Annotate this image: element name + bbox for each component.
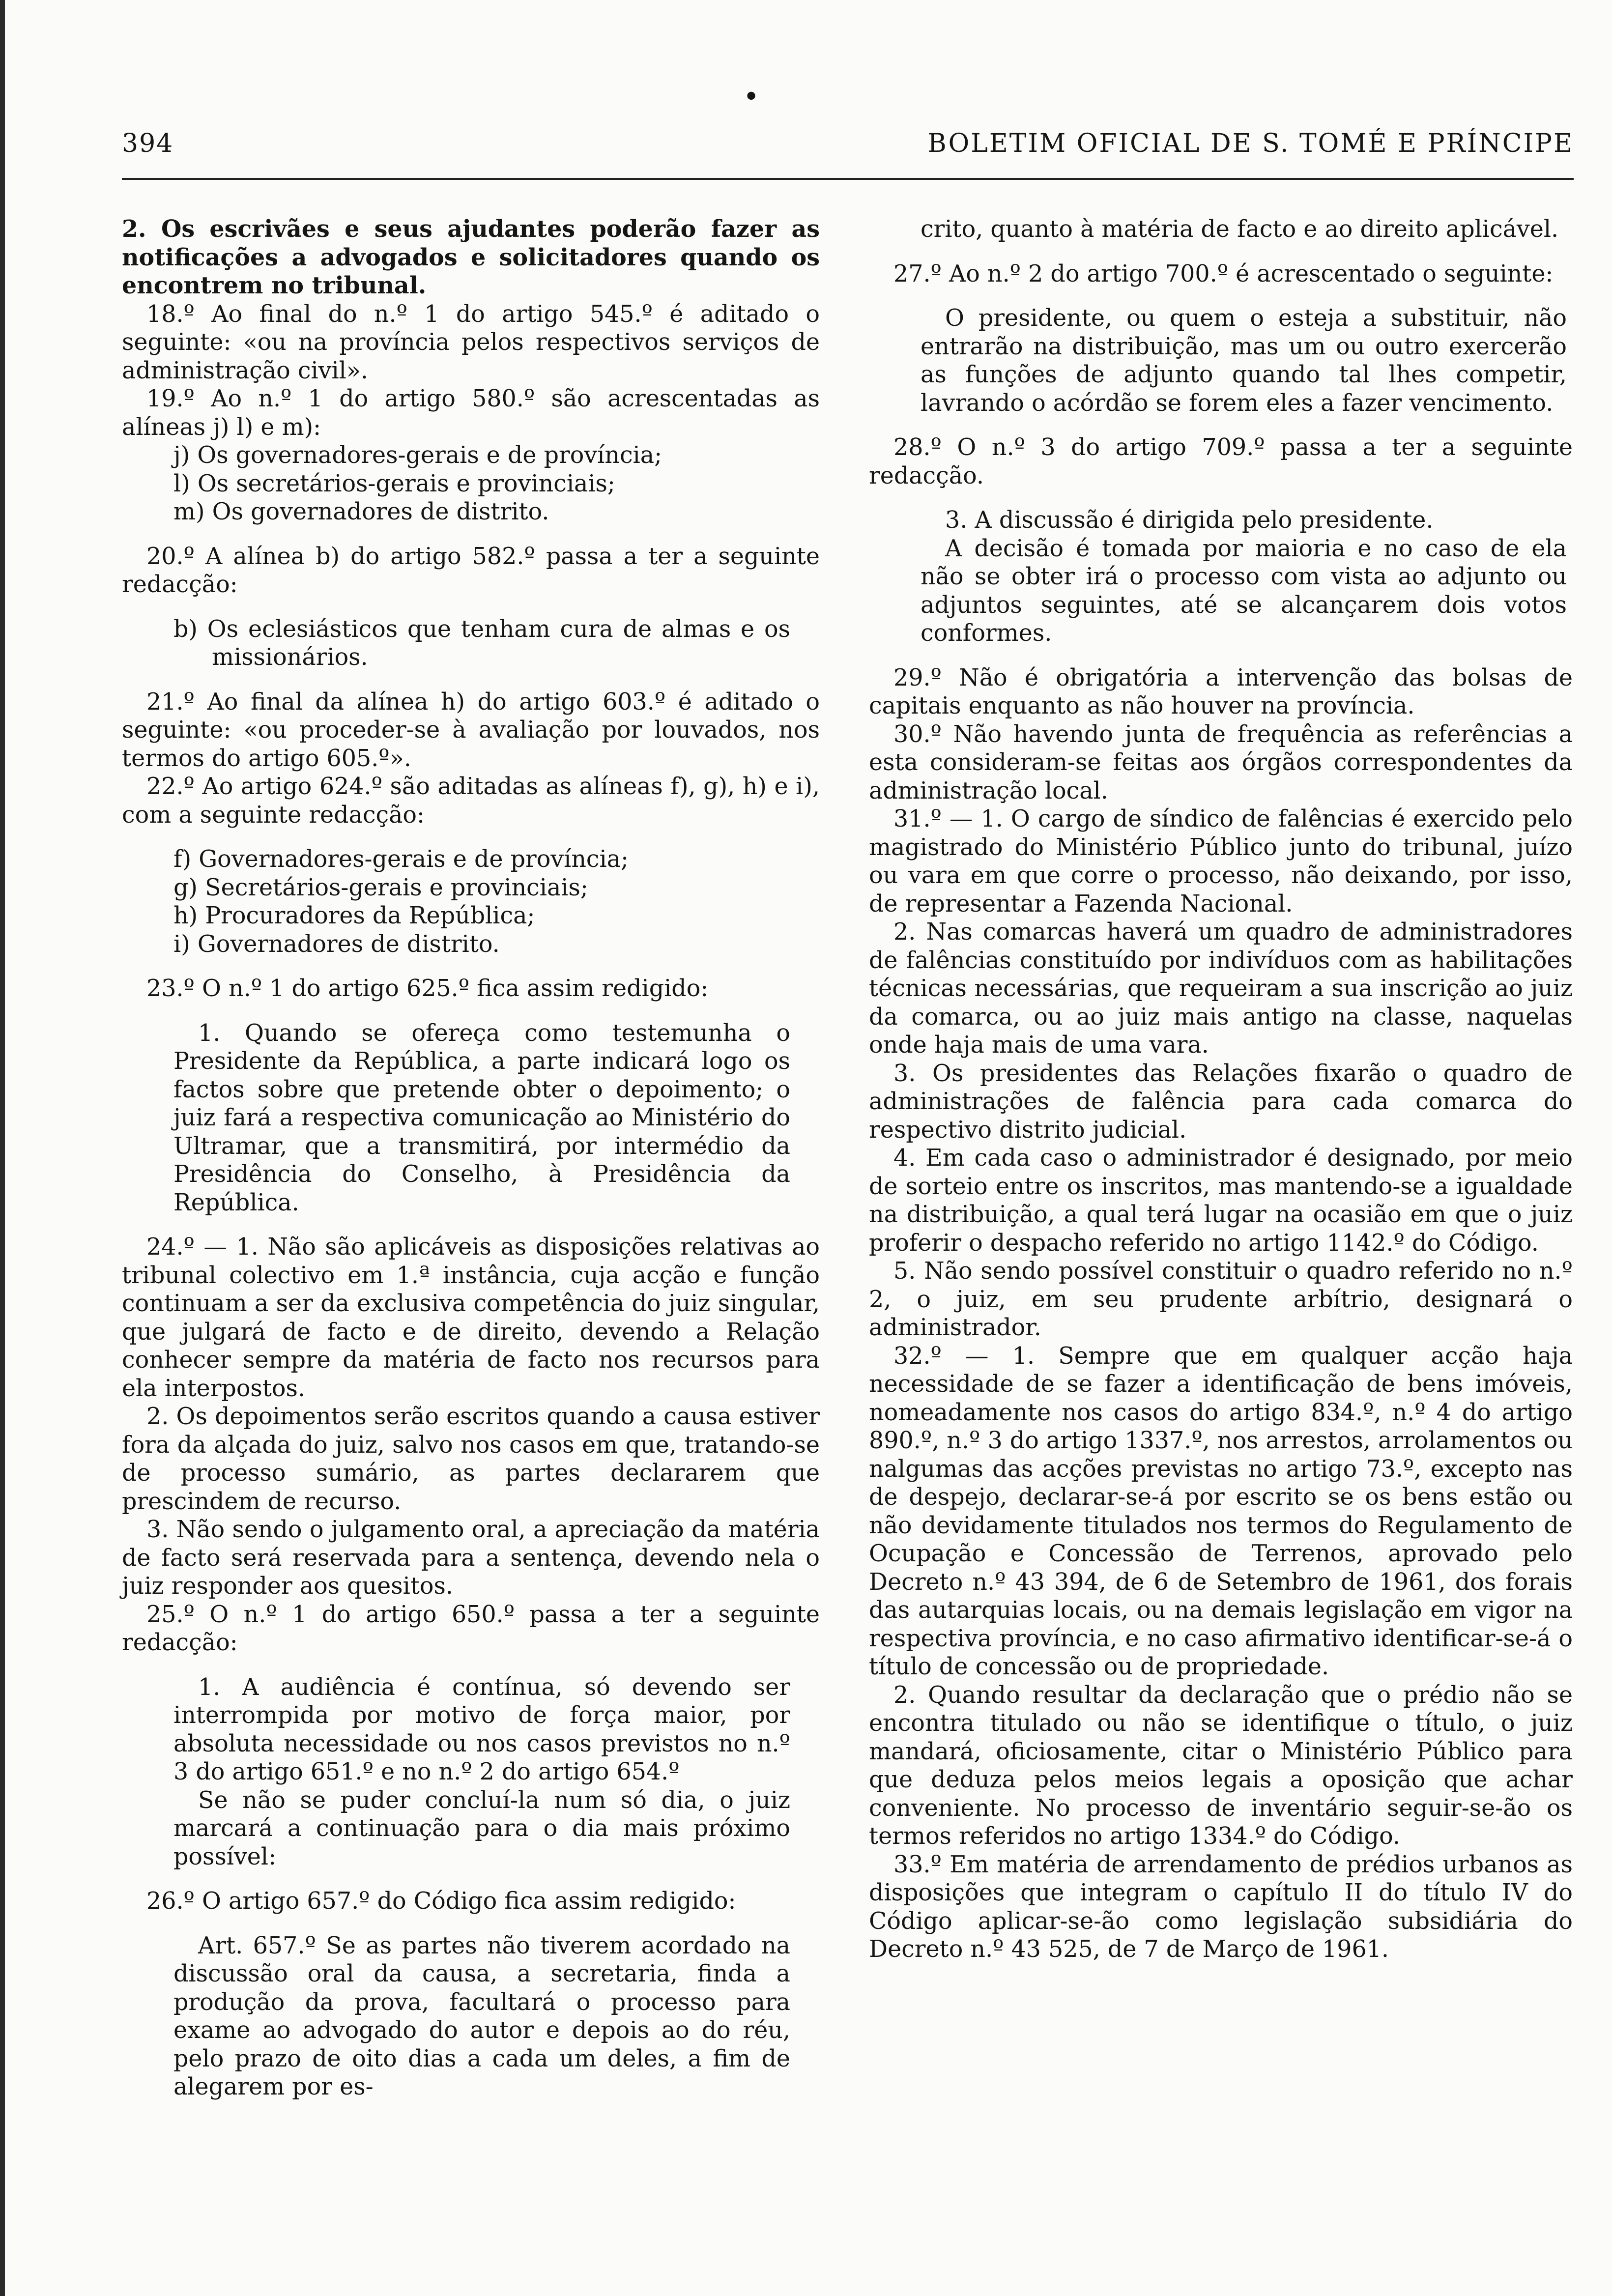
running-title: BOLETIM OFICIAL DE S. TOMÉ E PRÍNCIPE (927, 129, 1574, 158)
paragraph: 2. Nas comarcas haverá um quadro de administradores de falências constituído por indivíduos com as habilitações técnicas necessárias, que requeiram a sua inscrição ao juiz da comarca, ou ao juiz mais antigo na classe, naquelas onde haja mais de uma vara. (869, 918, 1573, 1059)
quoted-paragraph: 1. Quando se ofereça como testemunha o Presidente da República, a parte indicará logo os factos sobre que pretende obter o depoimento; o juiz fará a respectiva comunicação ao Ministério do Ultramar, que a transmitirá, por intermédio da Presidência do Conselho, à Presidência da República. (173, 1019, 790, 1216)
quoted-paragraph: Art. 657.º Se as partes não tiverem acordado na discussão oral da causa, a secretaria, finda a produção da prova, facultará o processo para exame ao advogado do autor e depois ao do réu, pelo prazo de oito dias a cada um deles, a fim de alegarem por es- (173, 1932, 790, 2100)
paragraph: 3. Não sendo o julgamento oral, a apreciação da matéria de facto será reservada para a sentença, devendo nela o juiz responder aos quesitos. (122, 1516, 820, 1600)
paragraph: 29.º Não é obrigatória a intervenção das bolsas de capitais enquanto as não houver na província. (869, 664, 1573, 719)
paragraph: 3. Os presidentes das Relações fixarão o quadro de administrações de falência para cada comarca do respectivo distrito judicial. (869, 1060, 1573, 1144)
quoted-paragraph: Se não se puder concluí-la num só dia, o juiz marcará a continuação para o dia mais próximo possível: (173, 1786, 790, 1870)
list-item: g) Secretários-gerais e provinciais; (173, 874, 588, 901)
paragraph: 4. Em cada caso o administrador é designado, por meio de sorteio entre os inscritos, mas mantendo-se a igualdade na distribuição, a qual terá lugar na ocasião em que o juiz proferir o despacho referido no artigo 1142.º do Código. (869, 1145, 1573, 1257)
list-item: f) Governadores-gerais e de província; (173, 846, 629, 873)
paragraph: 2. Os depoimentos serão escritos quando a causa estiver fora da alçada do juiz, salvo nos casos em que, tratando-se de processo sumário, as partes declararem que prescindem de recurso. (122, 1403, 820, 1515)
paragraph: 27.º Ao n.º 2 do artigo 700.º é acrescentado o seguinte: (893, 260, 1554, 287)
paragraph: 20.º A alínea b) do artigo 582.º passa a ter a seguinte redacção: (122, 543, 820, 598)
paragraph: 18.º Ao final do n.º 1 do artigo 545.º é aditado o seguinte: «ou na província pelos respectivos serviços de administração civil». (122, 300, 820, 384)
paragraph: 19.º Ao n.º 1 do artigo 580.º são acrescentadas as alíneas j) l) e m): (122, 385, 820, 441)
paragraph: 21.º Ao final da alínea h) do artigo 603.º é aditado o seguinte: «ou proceder-se à avaliação por louvados, nos termos do artigo 605.º». (122, 688, 820, 772)
list-item: m) Os governadores de distrito. (173, 498, 549, 525)
left-column (122, 215, 820, 2101)
top-mark: • (743, 81, 760, 113)
quoted-paragraph: crito, quanto à matéria de facto e ao direito aplicável. (921, 216, 1559, 243)
paragraph: 26.º O artigo 657.º do Código fica assim redigido: (146, 1888, 736, 1915)
list-item: j) Os governadores-gerais e de província; (173, 442, 662, 469)
paragraph: 32.º — 1. Sempre que em qualquer acção haja necessidade de se fazer a identificação de bens imóveis, nomeadamente nos casos do artigo 834.º, n.º 4 do artigo 890.º, n.º 3 do artigo 1337.º, nos arrestos, arrolamentos ou nalgumas das acções previstas no artigo 73.º, excepto nas de despejo, declarar-se-á por escrito se os bens estão ou não devidamente titulados nos termos do Regulamento de Ocupação e Concessão de Terrenos, aprovado pelo Decreto n.º 43 394, de 6 de Setembro de 1961, dos forais das autarquias locais, ou na demais legislação em vigor na respectiva província, e no caso afirmativo identificar-se-á o título de concessão ou de propriedade. (869, 1342, 1573, 1680)
paragraph: 22.º Ao artigo 624.º são aditadas as alíneas f), g), h) e i), com a seguinte redacção: (122, 773, 820, 829)
scan-border (0, 0, 5, 2296)
quoted-paragraph: 1. A audiência é contínua, só devendo ser interrompida por motivo de força maior, por absoluta necessidade ou nos casos previstos no n.º 3 do artigo 651.º e no n.º 2 do artigo 654.º (173, 1673, 790, 1785)
paragraph: 2. Quando resultar da declaração que o prédio não se encontra titulado ou não se identifique o título, o juiz mandará, oficiosamente, citar o Ministério Público para que deduza pelos meios legais a oposição que achar conveniente. No processo de inventário seguir-se-ão os termos referidos no artigo 1334.º do Código. (869, 1681, 1573, 1850)
paragraph: 31.º — 1. O cargo de síndico de falências é exercido pelo magistrado do Ministério Público junto do tribunal, juízo ou vara em que corre o processo, não deixando, por isso, de representar a Fazenda Nacional. (869, 805, 1573, 918)
paragraph: 25.º O n.º 1 do artigo 650.º passa a ter a seguinte redacção: (122, 1601, 820, 1656)
paragraph: 33.º Em matéria de arrendamento de prédios urbanos as disposições que integram o capítulo II do título IV do Código aplicar-se-ão como legislação subsidiária do Decreto n.º 43 525, de 7 de Março de 1961. (869, 1851, 1573, 1963)
quoted-item: b) Os eclesiásticos que tenham cura de almas e os missionários. (173, 615, 790, 671)
paragraph: 28.º O n.º 3 do artigo 709.º passa a ter a seguinte redacção. (869, 434, 1573, 489)
paragraph: 24.º — 1. Não são aplicáveis as disposições relativas ao tribunal colectivo em 1.ª instância, cuja acção e função continuam a ser da exclusiva competência do juiz singular, que julgará de facto e de direito, devendo a Relação conhecer sempre da matéria de facto nos recursos para ela interpostos. (122, 1234, 820, 1402)
quoted-paragraph: A decisão é tomada por maioria e no caso de ela não se obter irá o processo com vista ao adjunto ou adjuntos seguintes, até se alcançarem dois votos conformes. (921, 535, 1567, 647)
paragraph: 23.º O n.º 1 do artigo 625.º fica assim redigido: (146, 975, 709, 1002)
list-item: h) Procuradores da República; (173, 902, 535, 929)
paragraph: 2. Os escrivães e seus ajudantes poderão fazer as notificações a advogados e solicitadores quando os encontrem no tribunal. (122, 215, 820, 299)
quoted-paragraph: 3. A discussão é dirigida pelo presidente. (945, 507, 1434, 534)
page-header (122, 129, 1574, 168)
header-rule (122, 178, 1574, 180)
quoted-paragraph: O presidente, ou quem o esteja a substituir, não entrarão na distribuição, mas um ou outro exercerão as funções de adjunto quando tal lhes competir, lavrando o acórdão se forem eles a fazer vencimento. (921, 305, 1567, 417)
paragraph: 30.º Não havendo junta de frequência as referências a esta consideram-se feitas aos órgãos correspondentes da administração local. (869, 720, 1573, 804)
right-column (869, 215, 1573, 1964)
paragraph: 5. Não sendo possível constituir o quadro referido no n.º 2, o juiz, em seu prudente arbítrio, designará o administrador. (869, 1258, 1573, 1341)
page-number: 394 (122, 129, 174, 158)
list-item: i) Governadores de distrito. (173, 930, 500, 958)
list-item: l) Os secretários-gerais e provinciais; (173, 470, 615, 497)
